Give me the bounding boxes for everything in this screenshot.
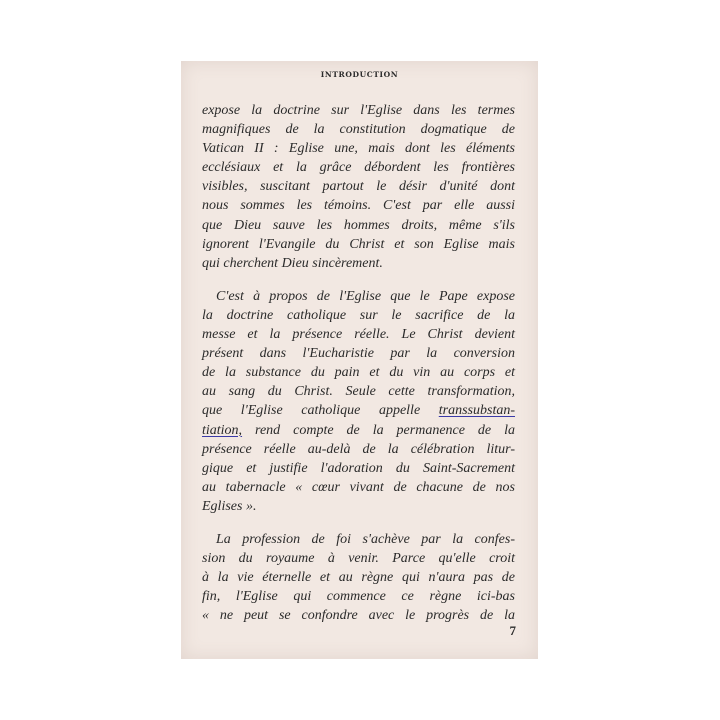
text-line: expose la doctrine sur l'Eglise dans les termes [202,103,515,118]
text-line: sion du royaume à venir. Parce qu'elle croit [202,551,515,567]
text-line: nous sommes les témoins. C'est par elle aussi [202,198,515,214]
paragraph-2 [202,287,515,516]
text-line: que Dieu sauve les hommes droits, même s'ils [202,217,515,233]
text-line: qui cherchent Dieu sincèrement. [202,255,383,271]
pen-underlined-word: tiation, [202,422,243,438]
text-line: fin, l'Eglise qui commence ce règne ici-bas [202,589,515,605]
text-line: « ne peut se confondre avec le progrès de la [202,608,515,624]
text-line: C'est à propos de l'Eglise que le Pape expose [216,288,515,304]
body-text [202,101,515,625]
text-line: Vatican II : Eglise une, mais dont les éléments [202,141,515,157]
text-line: présent dans l'Eucharistie par la conversion [202,346,515,362]
paragraph-3 [202,530,515,625]
text-line: Eglises ». [202,498,257,514]
page-number: 7 [509,623,516,638]
text-line-with-underline [202,401,515,420]
text-line: présence réelle au-delà de la célébration litur- [202,441,515,457]
text-fragment: que l'Eglise catholique appelle transsubstan- [202,403,515,419]
text-line: messe et la présence réelle. Le Christ devient [202,327,515,343]
text-fragment: tiation, rend compte de la permanence de la [202,422,515,438]
text-line-with-underline [202,421,515,440]
text-line: la doctrine catholique sur le sacrifice de la [202,307,515,323]
paragraph-1 [202,101,515,273]
running-head: INTRODUCTION [320,70,399,79]
text-line: ecclésiaux et la grâce débordent les frontières [202,160,515,176]
text-line: au sang du Christ. Seule cette transformation, [202,384,515,400]
text-line: visibles, suscitant partout le désir d'unité dont [202,179,515,195]
pen-underlined-word: transsubstan- [438,403,515,419]
text-line: à la vie éternelle et au règne qui n'aura pas de [202,570,515,586]
text-line: La profession de foi s'achève par la confes- [216,531,515,547]
text-line: magnifiques de la constitution dogmatique de [202,122,515,138]
text-line: de la substance du pain et du vin au corps et [202,365,515,381]
text-line: gique et justifie l'adoration du Saint-Sacrement [202,460,515,476]
text-line: ignorent l'Evangile du Christ et son Eglise mais [202,236,515,252]
book-page [181,61,538,659]
text-line: au tabernacle « cœur vivant de chacune de nos [202,479,515,495]
